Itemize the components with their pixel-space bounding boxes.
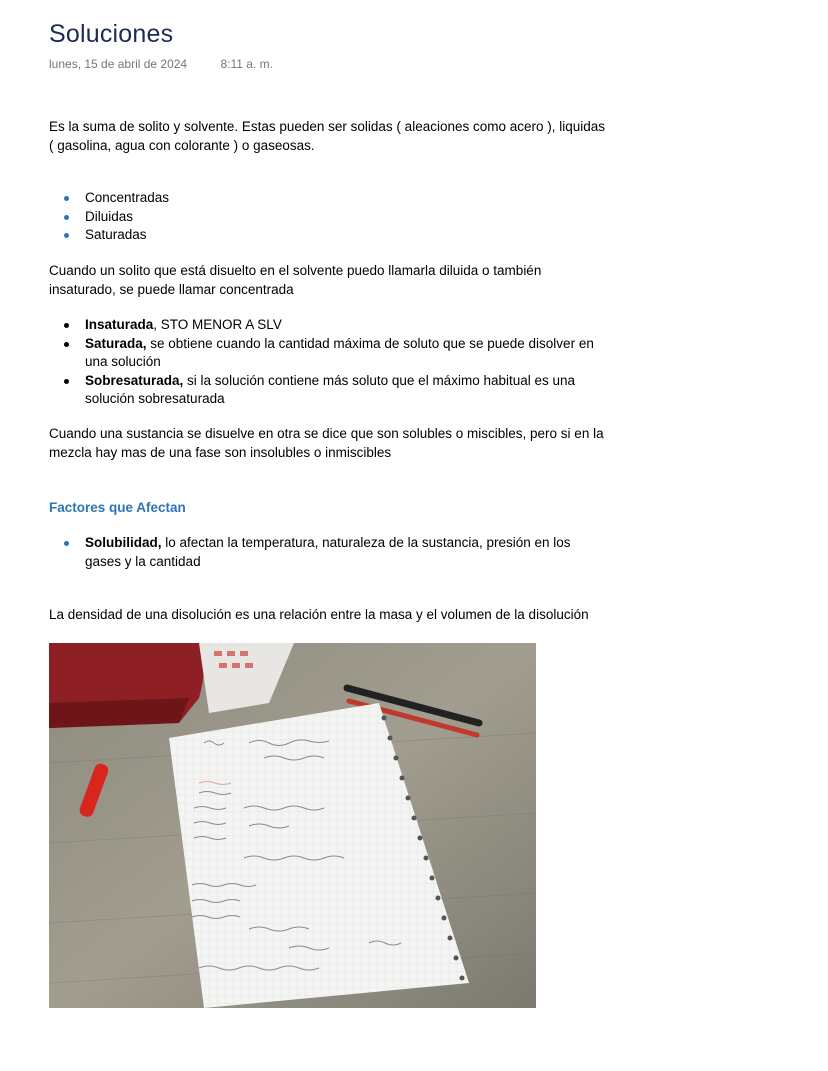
bullet-icon [64, 196, 69, 201]
bullet-icon [64, 541, 69, 546]
list-item: Diluidas [49, 208, 609, 227]
intro-paragraph: Es la suma de solito y solvente. Estas pueden ser solidas ( aleaciones como acero ), liquidas ( gasolina, agua con colorante ) o gaseosas. [49, 119, 606, 153]
list-item: Insaturada, STO MENOR A SLV [49, 316, 609, 335]
concentration-paragraph: Cuando un solito que está disuelto en el solvente puedo llamarla diluida o también insaturado, se puede llamar concentrada [49, 263, 542, 297]
page-metadata [49, 57, 273, 71]
states-list [49, 316, 609, 409]
list-item: Saturada, se obtiene cuando la cantidad máxima de soluto que se puede disolver en una solución [49, 335, 609, 372]
list-item: Sobresaturada, si la solución contiene más soluto que el máximo habitual es una solución sobresaturada [49, 372, 609, 409]
term-saturada: Saturada, [85, 335, 147, 351]
list-item: Concentradas [49, 189, 609, 208]
bullet-icon [64, 323, 69, 328]
term-sobresaturada: Sobresaturada, [85, 372, 184, 388]
section-heading: Factores que Afectan [49, 500, 186, 515]
page-date: lunes, 15 de abril de 2024 [49, 57, 188, 71]
list-item: Saturadas [49, 226, 609, 245]
term-insaturada: Insaturada [85, 317, 154, 332]
term-solubilidad: Solubilidad, [85, 535, 162, 550]
page-title: Soluciones [49, 20, 174, 48]
density-paragraph: La densidad de una disolución es una relación entre la masa y el volumen de la disolución [49, 607, 589, 622]
miscibility-paragraph: Cuando una sustancia se disuelve en otra se dice que son solubles o miscibles, pero si en la mezcla hay mas de una fase son insolubles o inmiscibles [49, 426, 604, 460]
factors-list [49, 534, 609, 571]
bullet-icon [64, 233, 69, 238]
types-list [49, 189, 609, 245]
bullet-icon [64, 379, 69, 384]
page-time: 8:11 a. m. [220, 57, 273, 71]
bullet-icon [64, 215, 69, 220]
notebook-photo [49, 643, 536, 1008]
bullet-icon [64, 342, 69, 347]
list-item: Solubilidad, lo afectan la temperatura, naturaleza de la sustancia, presión en los gases y la cantidad [49, 534, 609, 571]
